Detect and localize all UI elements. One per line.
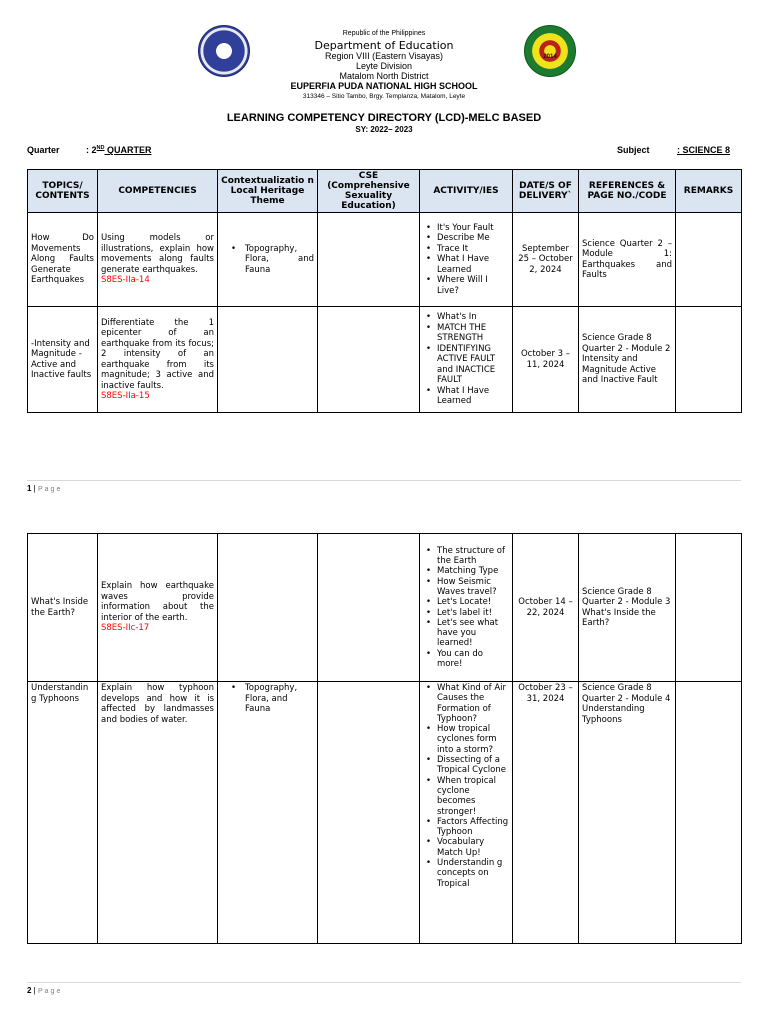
activity-item: • Understandin g concepts on Tropical [423,858,509,889]
activity-item: • MATCH THE STRENGTH [423,323,509,344]
theme-item: • Topography, Flora, and Fauna [221,244,314,276]
competency-cell [98,534,218,682]
school-address: 313346 – Sitio Tambo, Brgy. Templanza, Matalom, Leyte [302,93,466,100]
remarks-cell [676,682,742,944]
activity-item: • Let's Locate! [423,597,509,607]
subject-value: : SCIENCE 8 [677,145,731,155]
activity-item: • What Kind of Air Causes the Formation of Typhoon? [423,683,509,724]
activities-cell [420,682,513,944]
column-header-date: DATE/S OF DELIVERY` [513,170,579,213]
activity-item: • Where Will I Live? [423,275,509,296]
date-cell: September 25 – October 2, 2024 [513,213,579,307]
activity-item: • What's In [423,312,509,323]
theme-item: • Topography, Flora, and Fauna [221,683,314,715]
theme-cell [218,307,318,413]
activity-item: • How tropical cyclones form into a storm? [423,724,509,755]
page-separator: | [31,484,38,493]
table-header-row [28,170,742,213]
page-footer-2 [27,982,741,995]
activity-item: • Matching Type [423,566,509,576]
cse-cell [318,213,420,307]
cse-cell [318,307,420,413]
page-number: 1 [27,484,32,493]
column-header-competencies: COMPETENCIES [98,170,218,213]
column-header-cse: CSE (Comprehensive Sexuality Education) [318,170,420,213]
page-number: 2 [27,986,32,995]
activity-item: • How Seismic Waves travel? [423,577,509,598]
document-page-1 [0,0,768,500]
date-cell: October 23 –31, 2024 [513,682,579,944]
competency-text: Differentiate the 1 epicenter of an earthquake from its focus; 2 intensity of an earthquake from its magnitude; 3 active and inactive faults. [101,317,214,391]
theme-cell [218,534,318,682]
page-footer-1 [27,480,741,493]
competency-cell [98,213,218,307]
department-line: Department of Education [314,39,454,52]
column-header-remarks: REMARKS [676,170,742,213]
reference-cell: Science Quarter 2 – Module 1: Earthquakes and Faults [579,213,676,307]
topic-cell: Understandin g Typhoons [28,682,98,944]
activity-item: • Trace It [423,244,509,255]
region-line: Region VIII (Eastern Visayas) [325,51,443,61]
table-row [28,213,742,307]
activities-cell [420,307,513,413]
reference-cell: Science Grade 8 Quarter 2 - Module 4 Understanding Typhoons [579,682,676,944]
republic-line: Republic of the Philippines [342,30,426,37]
table-row [28,534,742,682]
column-header-theme: Contextualizatio n Local Heritage Theme [218,170,318,213]
quarter-prefix: : 2 [86,145,97,155]
page-word: Page [37,486,63,493]
activity-item: • Describe Me [423,233,509,244]
activity-item: • Factors Affecting Typhoon [423,817,509,838]
activity-item: • What I Have Learned [423,254,509,275]
competency-cell: Explain how typhoon develops and how it is affected by landmasses and bodies of water. [98,682,218,944]
date-cell: October 3 – 11, 2024 [513,307,579,413]
document-page-2 [0,500,768,1024]
remarks-cell [676,213,742,307]
lcd-table-page-2 [27,533,742,944]
competency-code: S8ES-IIa-15 [101,391,150,401]
table-row [28,682,742,944]
remarks-cell [676,534,742,682]
activity-item: • What I Have Learned [423,386,509,407]
theme-cell [218,682,318,944]
topic-cell: What's Inside the Earth? [28,534,98,682]
reference-cell: Science Grade 8 Quarter 2 - Module 3 What's Inside the Earth? [579,534,676,682]
school-name: EUPERFIA PUDA NATIONAL HIGH SCHOOL [290,81,478,91]
activity-item: • Let's label it! [423,608,509,618]
activities-cell [420,213,513,307]
school-year: SY: 2022– 2023 [355,125,413,134]
date-cell: October 14 – 22, 2024 [513,534,579,682]
competency-code: S8ES-IIc-17 [101,623,150,634]
division-line: Leyte Division [355,61,413,71]
subject-label: Subject [617,145,650,155]
column-header-activities: ACTIVITY/IES [420,170,513,213]
topic-cell: How Do Movements Along Faults Generate Earthquakes [28,213,98,307]
activity-item: • You can do more! [423,649,509,670]
lcd-table-page-1 [27,169,742,413]
column-header-references: REFERENCES & PAGE NO./CODE [579,170,676,213]
remarks-cell [676,307,742,413]
document-title: LEARNING COMPETENCY DIRECTORY (LCD)-MELC BASED [226,112,542,124]
district-line: Matalom North District [339,71,429,81]
quarter-value [86,145,151,155]
competency-cell [98,307,218,413]
topic-cell: -Intensity and Magnitude -Active and Inactive faults [28,307,98,413]
school-seal-year: 2014 [543,54,557,60]
page-separator: | [31,986,38,995]
activity-item: • It's Your Fault [423,223,509,234]
quarter-suffix: QUARTER [104,145,152,155]
activity-item: • The structure of the Earth [423,546,509,567]
theme-cell [218,213,318,307]
activity-item: • When tropical cyclone becomes stronger! [423,776,509,817]
activity-item: • Dissecting of a Tropical Cyclone [423,755,509,776]
activity-item: • Let's see what have you learned! [423,618,509,649]
column-header-topics: TOPICS/ CONTENTS [28,170,98,213]
page-word: Page [37,988,63,995]
cse-cell [318,682,420,944]
table-row [28,307,742,413]
quarter-label: Quarter [27,145,60,155]
cse-cell [318,534,420,682]
competency-text: Explain how earthquake waves provide information about the interior of the earth. [101,581,214,623]
activities-cell [420,534,513,682]
activity-item: • Vocabulary Match Up! [423,837,509,858]
activity-item: • IDENTIFYING ACTIVE FAULT and INACTICE FAULT [423,344,509,386]
quarter-superscript: ND [96,145,105,151]
reference-cell: Science Grade 8 Quarter 2 - Module 2 Intensity and Magnitude Active and Inactive Fault [579,307,676,413]
competency-code: S8ES-IIa-14 [101,275,150,286]
competency-text: Using models or illustrations, explain how movements along faults generate earthquakes. [101,233,214,275]
